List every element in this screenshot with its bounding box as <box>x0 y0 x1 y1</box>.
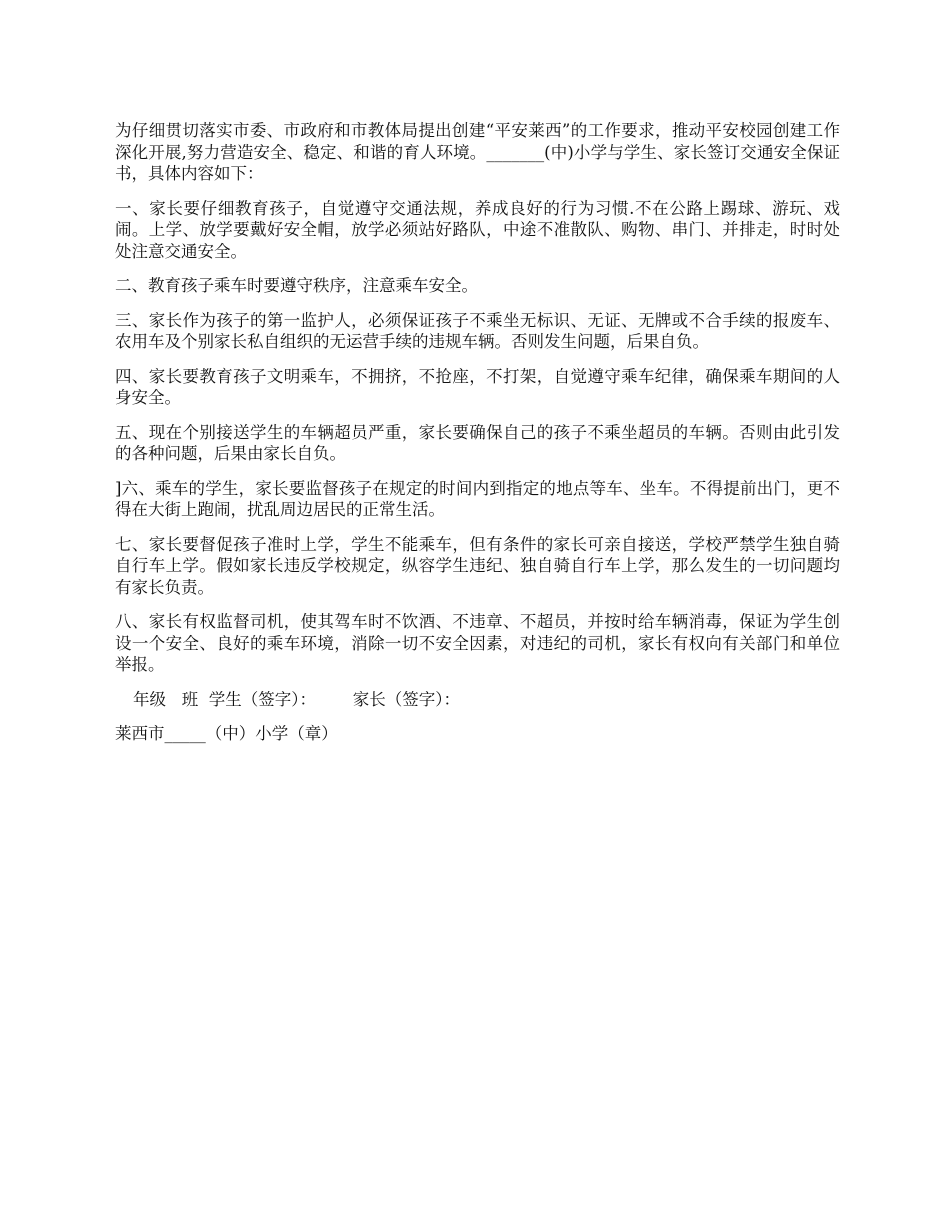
signature-line: 年级 班 学生（签字）： 家长（签字）： <box>133 689 460 709</box>
clause-5: 五、现在个别接送学生的车辆超员严重，家长要确保自己的孩子不乘坐超员的车辆。否则由此引发的各种问题，后果由家长自负。 <box>115 422 840 463</box>
clause-6: ]六、乘车的学生，家长要监督孩子在规定的时间内到指定的地点等车、坐车。不得提前出门，更不得在大街上跑闹，扰乱周边居民的正常生活。 <box>115 478 840 519</box>
intro-paragraph: 为仔细贯切落实市委、市政府和市教体局提出创建“平安莱西”的工作要求，推动平安校园创建工作深化开展,努力营造安全、稳定、和谐的育人环境。_______(中)小学与学生、家长签订交通安全保证书，具体内容如下： <box>115 121 840 183</box>
clause-8: 八、家长有权监督司机，使其驾车时不饮酒、不违章、不超员，并按时给车辆消毒，保证为学生创设一个安全、良好的乘车环境，消除一切不安全因素，对违纪的司机，家长有权向有关部门和单位举报。 <box>115 612 840 674</box>
clause-7: 七、家长要督促孩子准时上学，学生不能乘车，但有条件的家长可亲自接送，学校严禁学生独自骑自行车上学。假如家长违反学校规定，纵容学生违纪、独自骑自行车上学，那么发生的一切问题均有家长负责。 <box>115 534 840 597</box>
clause-3: 三、家长作为孩子的第一监护人，必须保证孩子不乘坐无标识、无证、无牌或不合手续的报废车、农用车及个别家长私自组织的无运营手续的违规车辆。否则发生问题，后果自负。 <box>115 310 840 351</box>
clause-1: 一、家长要仔细教育孩子，自觉遵守交通法规，养成良好的行为习惯.不在公路上踢球、游玩、戏闹。上学、放学要戴好安全帽，放学必须站好路队，中途不准散队、购物、串门、并排走，时时处处注意交通安全。 <box>115 198 840 261</box>
clause-2: 二、教育孩子乘车时要遵守秩序，注意乘车安全。 <box>115 276 478 295</box>
clause-4: 四、家长要教育孩子文明乘车，不拥挤，不抢座，不打架，自觉遵守乘车纪律，确保乘车期间的人身安全。 <box>115 366 840 407</box>
school-stamp-line: 莱西市_____（中）小学（章） <box>115 724 338 743</box>
document-page <box>115 120 840 745</box>
